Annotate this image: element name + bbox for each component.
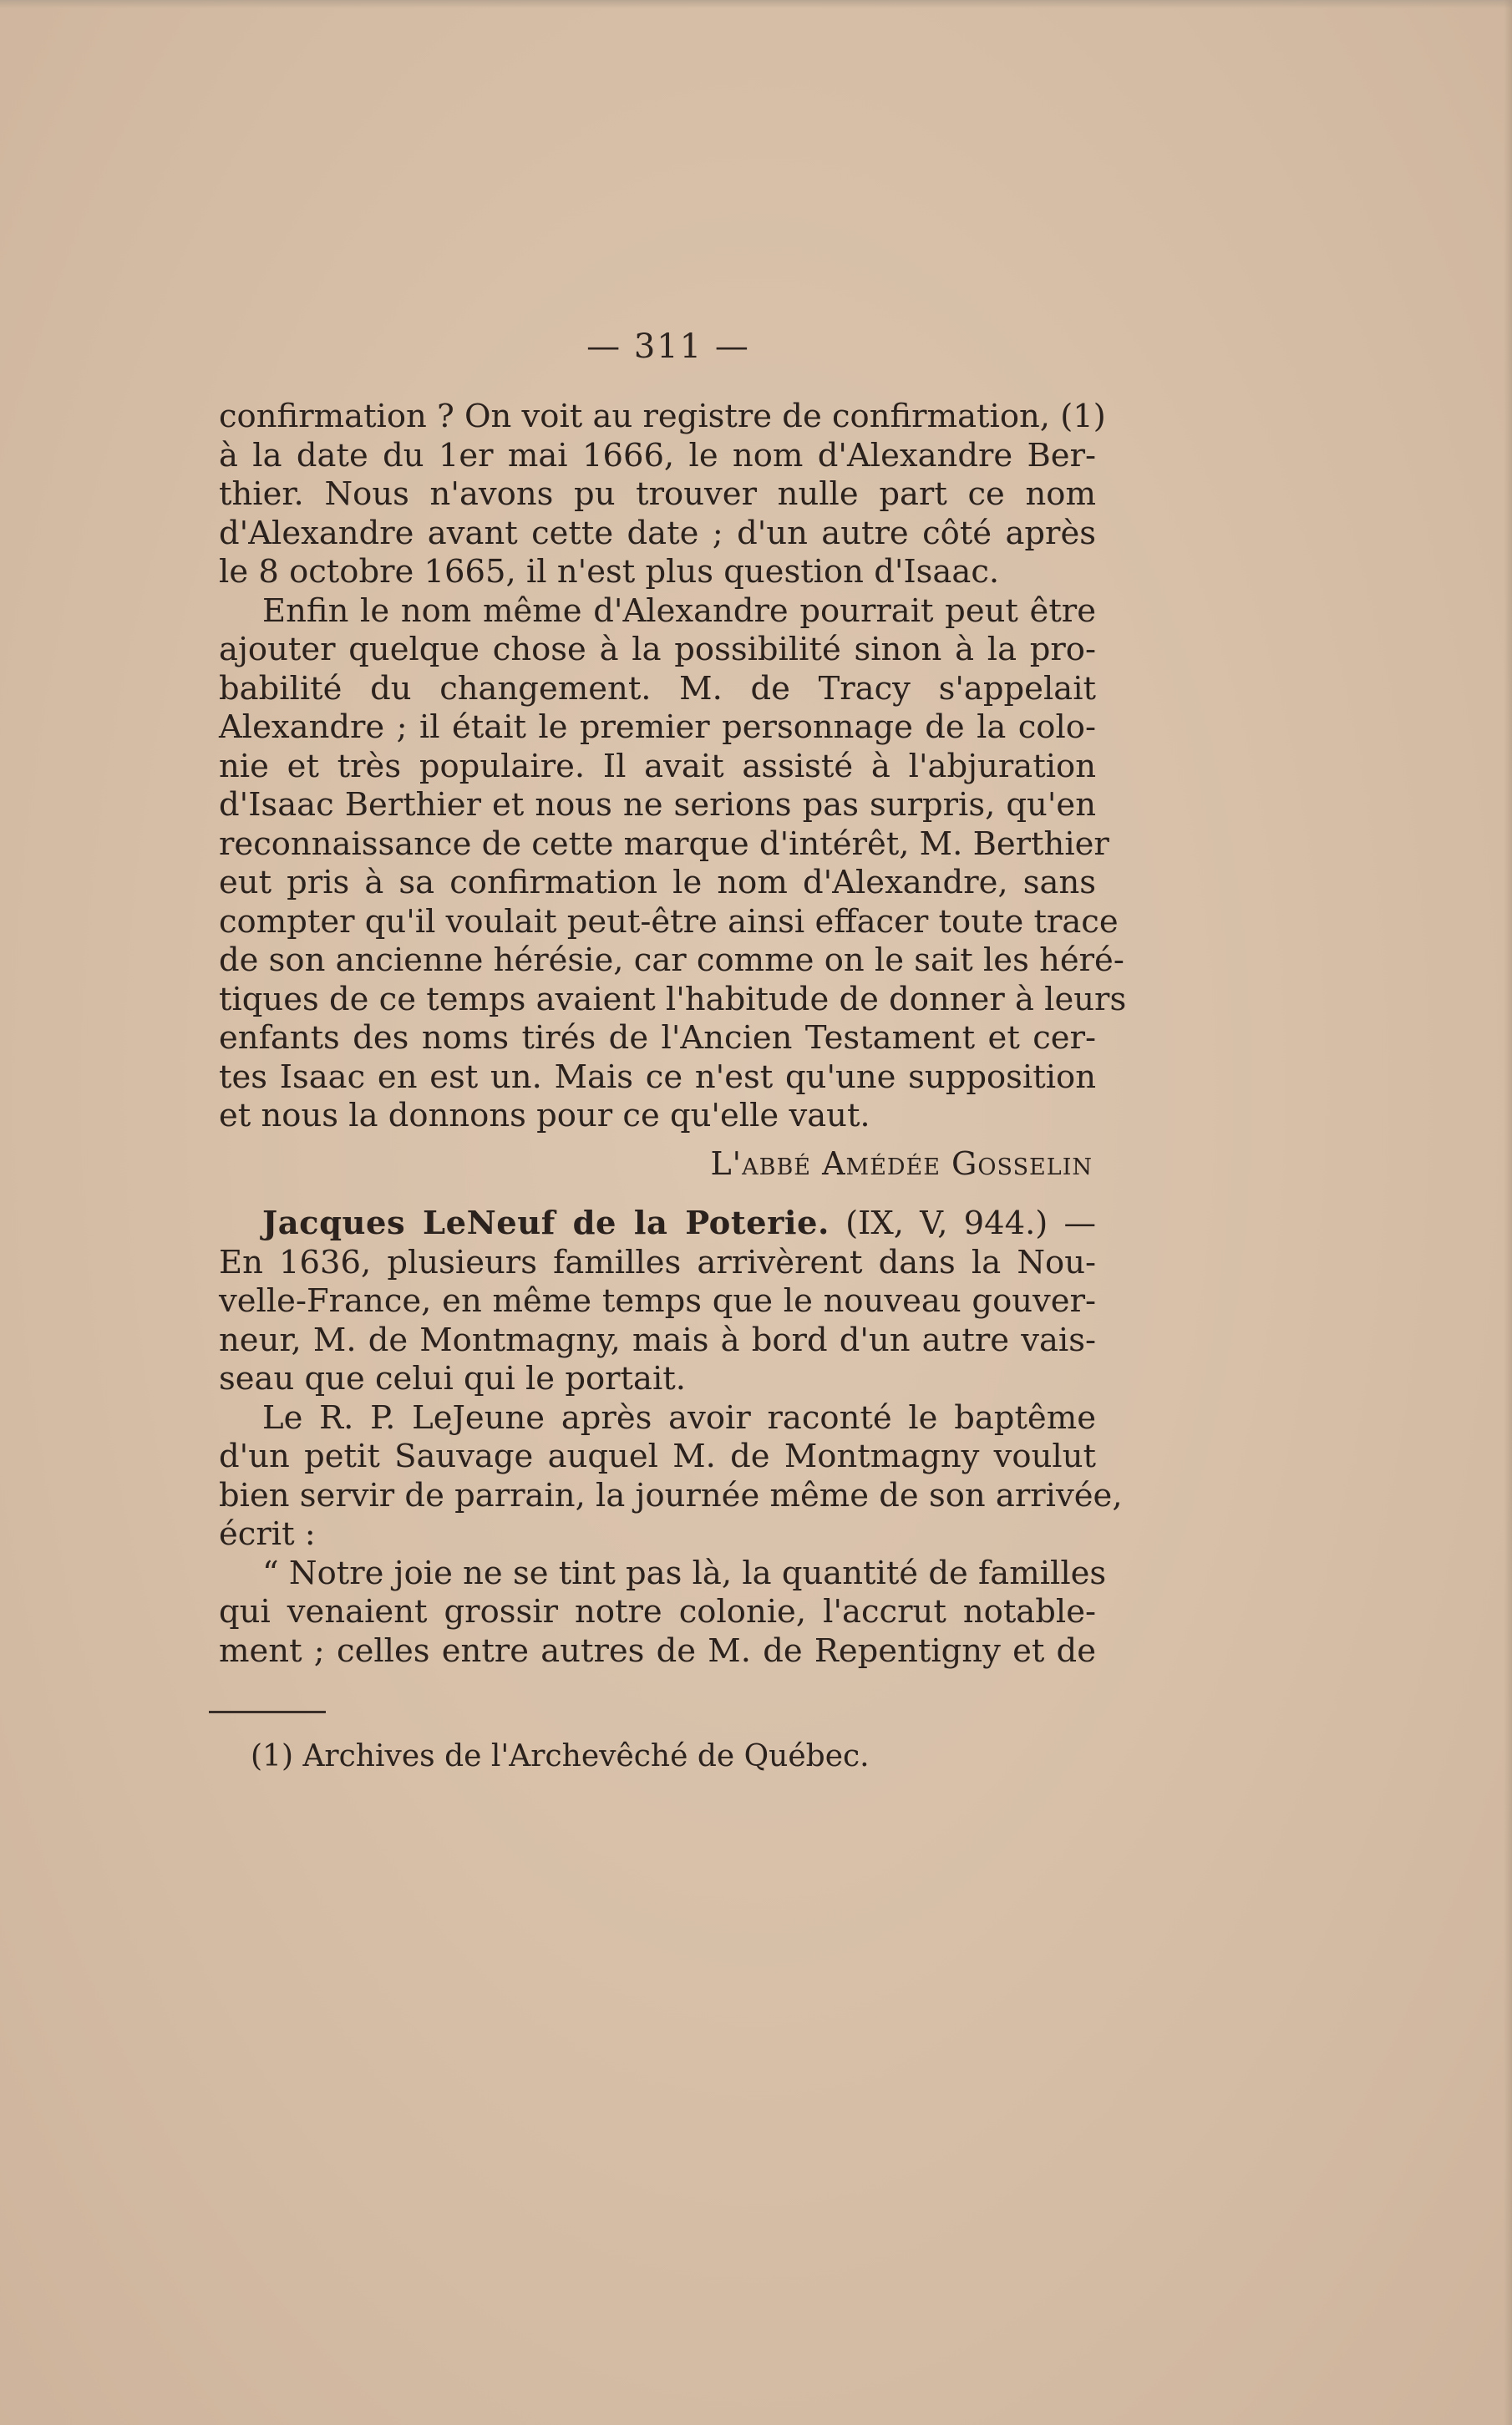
signature-name: Amédée Gosselin xyxy=(822,1144,1093,1182)
text-line: bien servir de parrain, la journée même de son arrivée, xyxy=(219,1476,1123,1514)
article-heading: Jacques LeNeuf de la Poterie. xyxy=(262,1205,830,1242)
paragraph-enfin xyxy=(219,591,1127,1136)
text-line: enfants des noms tirés de l'Ancien Testament et cer- xyxy=(219,1019,1096,1057)
text-line: seau que celui qui le portait. xyxy=(219,1360,687,1398)
text-line: En 1636, plusieurs familles arrivèrent dans la Nou- xyxy=(219,1243,1096,1281)
footnote: (1) Archives de l'Archevêché de Québec. xyxy=(251,1739,870,1773)
text-line: tes Isaac en est un. Mais ce n'est qu'une supposition xyxy=(219,1058,1096,1096)
text-line: d'Isaac Berthier et nous ne serions pas surpris, qu'en xyxy=(219,786,1096,824)
text-line: qui venaient grossir notre colonie, l'accrut notable- xyxy=(219,1593,1096,1631)
text-line: Alexandre ; il était le premier personnage de la colo- xyxy=(219,708,1096,746)
article-heading-line xyxy=(219,1205,1096,1244)
text-line: reconnaissance de cette marque d'intérêt, M. Berthier xyxy=(219,824,1109,863)
text-line: d'un petit Sauvage auquel M. de Montmagny voulut xyxy=(219,1438,1096,1475)
text-line: écrit : xyxy=(219,1515,316,1553)
text-line: de son ancienne hérésie, car comme on le sait les héré- xyxy=(219,941,1124,979)
main-text xyxy=(219,398,1127,1671)
text-line: d'Alexandre avant cette date ; d'un autre côté après xyxy=(219,514,1096,552)
text-line: à la date du 1er mai 1666, le nom d'Alexandre Ber- xyxy=(219,436,1096,474)
text-line: thier. Nous n'avons pu trouver nulle part ce nom xyxy=(219,475,1096,513)
signature-prefix: L'abbé xyxy=(710,1144,812,1182)
text-line: ment ; celles entre autres de M. de Repentigny et de xyxy=(219,1631,1096,1670)
page-top-edge xyxy=(0,0,1512,8)
article-leneuf xyxy=(219,1205,1123,1671)
text-line: nie et très populaire. Il avait assisté à l'abjuration xyxy=(219,747,1096,785)
article-reference: (IX, V, 944.) — xyxy=(845,1205,1096,1242)
text-line: Enfin le nom même d'Alexandre pourrait peut être xyxy=(262,591,1096,630)
text-line: velle-France, en même temps que le nouveau gouver- xyxy=(219,1282,1096,1320)
text-line: ajouter quelque chose à la possibilité sinon à la pro- xyxy=(219,631,1096,668)
page-number: — 311 — xyxy=(586,327,750,366)
text-line: Le R. P. LeJeune après avoir raconté le baptême xyxy=(262,1398,1096,1437)
footnote-divider xyxy=(209,1711,326,1713)
text-line: neur, M. de Montmagny, mais à bord d'un autre vais- xyxy=(219,1321,1096,1359)
text-line: “ Notre joie ne se tint pas là, la quantité de familles xyxy=(262,1554,1107,1592)
text-line: et nous la donnons pour ce qu'elle vaut. xyxy=(219,1097,870,1134)
text-line: compter qu'il voulait peut-être ainsi effacer toute trace xyxy=(219,902,1119,941)
author-signature xyxy=(219,1144,1096,1184)
text-line: confirmation ? On voit au registre de confirmation, (1) xyxy=(219,398,1106,435)
text-line: babilité du changement. M. de Tracy s'appelait xyxy=(219,669,1096,708)
page-right-edge xyxy=(1504,0,1512,2425)
paragraph-confirmation xyxy=(219,398,1106,592)
text-line: eut pris à sa confirmation le nom d'Alexandre, sans xyxy=(219,864,1096,901)
text-line: tiques de ce temps avaient l'habitude de donner à leurs xyxy=(219,980,1127,1018)
text-line: le 8 octobre 1665, il n'est plus question d'Isaac. xyxy=(219,553,1000,591)
